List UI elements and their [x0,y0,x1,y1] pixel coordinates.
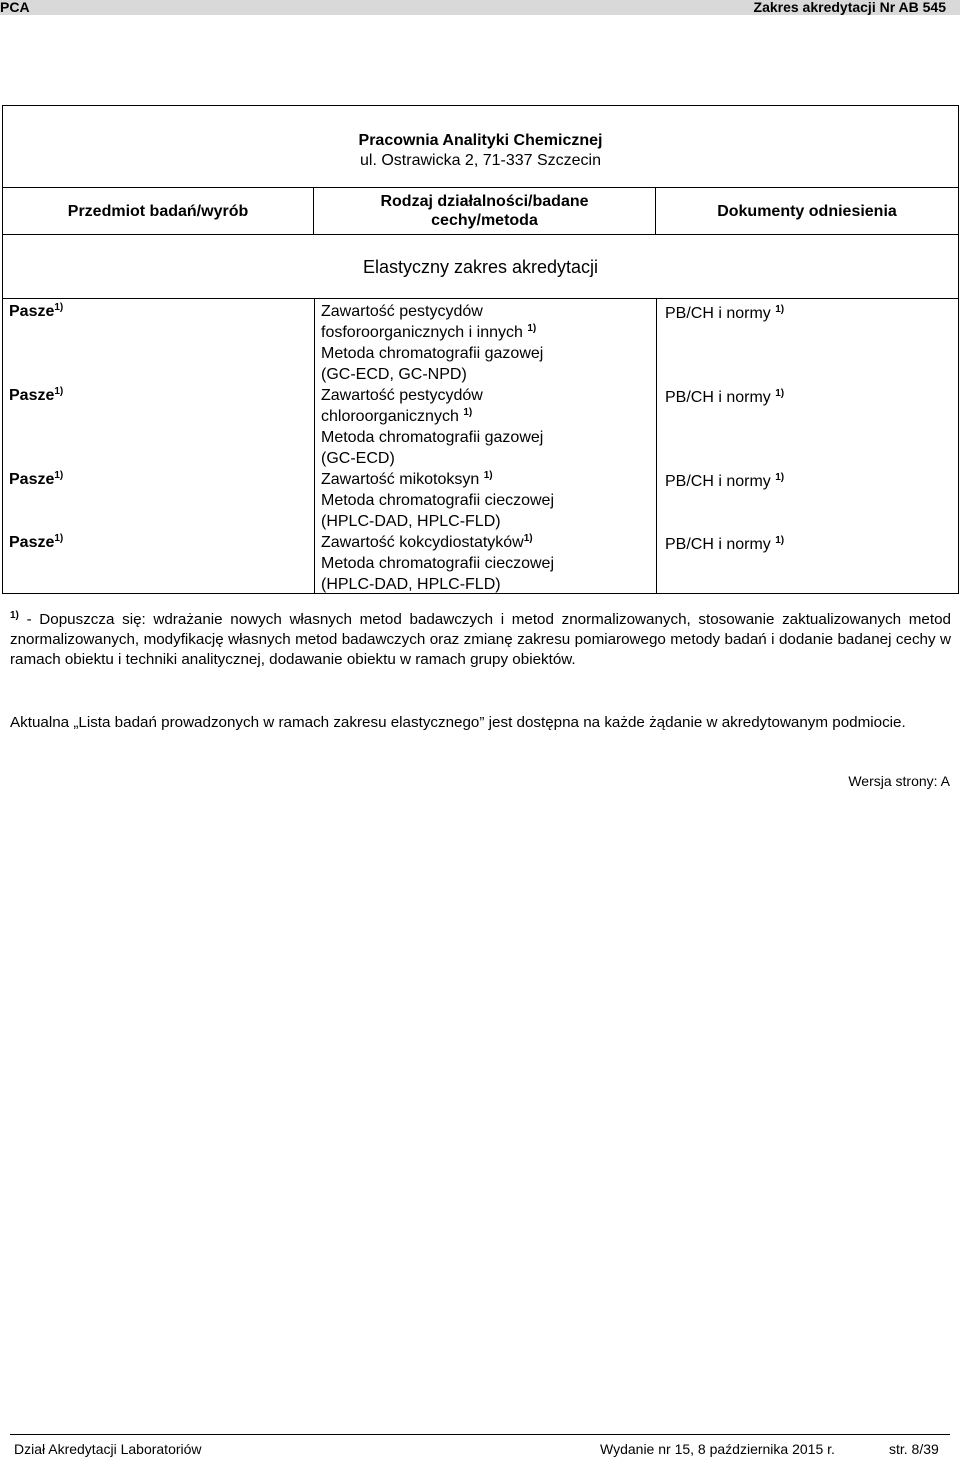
row-doc: PB/CH i normy $^{1)}$ [665,472,785,490]
footer-department: Dział Akredytacji Laboratoriów [14,1441,202,1457]
accreditation-table [2,105,959,594]
row-method: Zawartość kokcydiostatyków$^{1)}$ Metoda chromatografii cieczowej (HPLC-DAD, HPLC-FLD) [321,533,554,593]
lab-name: Pracownia Analityki Chemicznej [358,132,603,149]
header-docs: Dokumenty odniesienia [717,203,897,220]
flex-list-note: Aktualna „Lista badań prowadzonych w ramach zakresu elastycznego” jest dostępna na każde żądanie w akredytowanym podmiocie. [10,714,906,731]
column-divider [656,299,657,593]
header-right: Zakres akredytacji Nr AB 545 [753,0,946,15]
column-divider [314,299,315,593]
footer-page-number: str. 8/39 [889,1441,939,1457]
header-left: PCA [0,0,30,15]
lab-address: ul. Ostrawicka 2, 71-337 Szczecin [360,152,601,169]
row-subject: Pasze$^{1)}$ [9,470,64,488]
flex-scope-title: Elastyczny zakres akredytacji [3,235,958,299]
row-doc: PB/CH i normy $^{1)}$ [665,388,785,406]
footnote-marker: 1) [10,610,19,621]
row-subject: Pasze$^{1)}$ [9,533,64,551]
header-method-line2: cechy/metoda [431,212,538,229]
row-subject: Pasze$^{1)}$ [9,302,64,320]
header-method [314,188,656,234]
header-method-line1: Rodzaj działalności/badane [380,193,589,210]
page-version: Wersja strony: A [848,773,950,789]
row-doc: PB/CH i normy $^{1)}$ [665,304,785,322]
lab-info [3,106,958,188]
row-method: Zawartość mikotoksyn $^{1)}$ Metoda chromatografii cieczowej (HPLC-DAD, HPLC-FLD) [321,470,554,530]
column-headers [3,188,958,235]
footnote [10,610,951,670]
footer-divider [10,1434,950,1435]
header-subject: Przedmiot badań/wyrób [3,188,314,234]
row-subject: Pasze$^{1)}$ [9,386,64,404]
page-header [0,0,960,15]
footnote-text: - Dopuszcza się: wdrażanie nowych własnych metod badawczych i metod znormalizowanych, stosowanie zaktualizowanych metod znormalizowanych, modyfikację własnych metod badawczych oraz zmianę zakresu pomiarowego metody badań i dodanie badanej cechy w ramach obiektu i techniki analitycznej, dodawanie obiektu w ramach grupy obiektów. [10,611,951,668]
row-method: Zawartość pestycydów chloroorganicznych $^{1)}$ Metoda chromatografii gazowej (GC-ECD) [321,387,544,467]
row-method: Zawartość pestycydów fosforoorganicznych i innych $^{1)}$ Metoda chromatografii gazowej (GC-ECD, GC-NPD) [321,303,544,383]
row-doc: PB/CH i normy $^{1)}$ [665,535,785,553]
footer-edition: Wydanie nr 15, 8 października 2015 r. [600,1441,835,1457]
